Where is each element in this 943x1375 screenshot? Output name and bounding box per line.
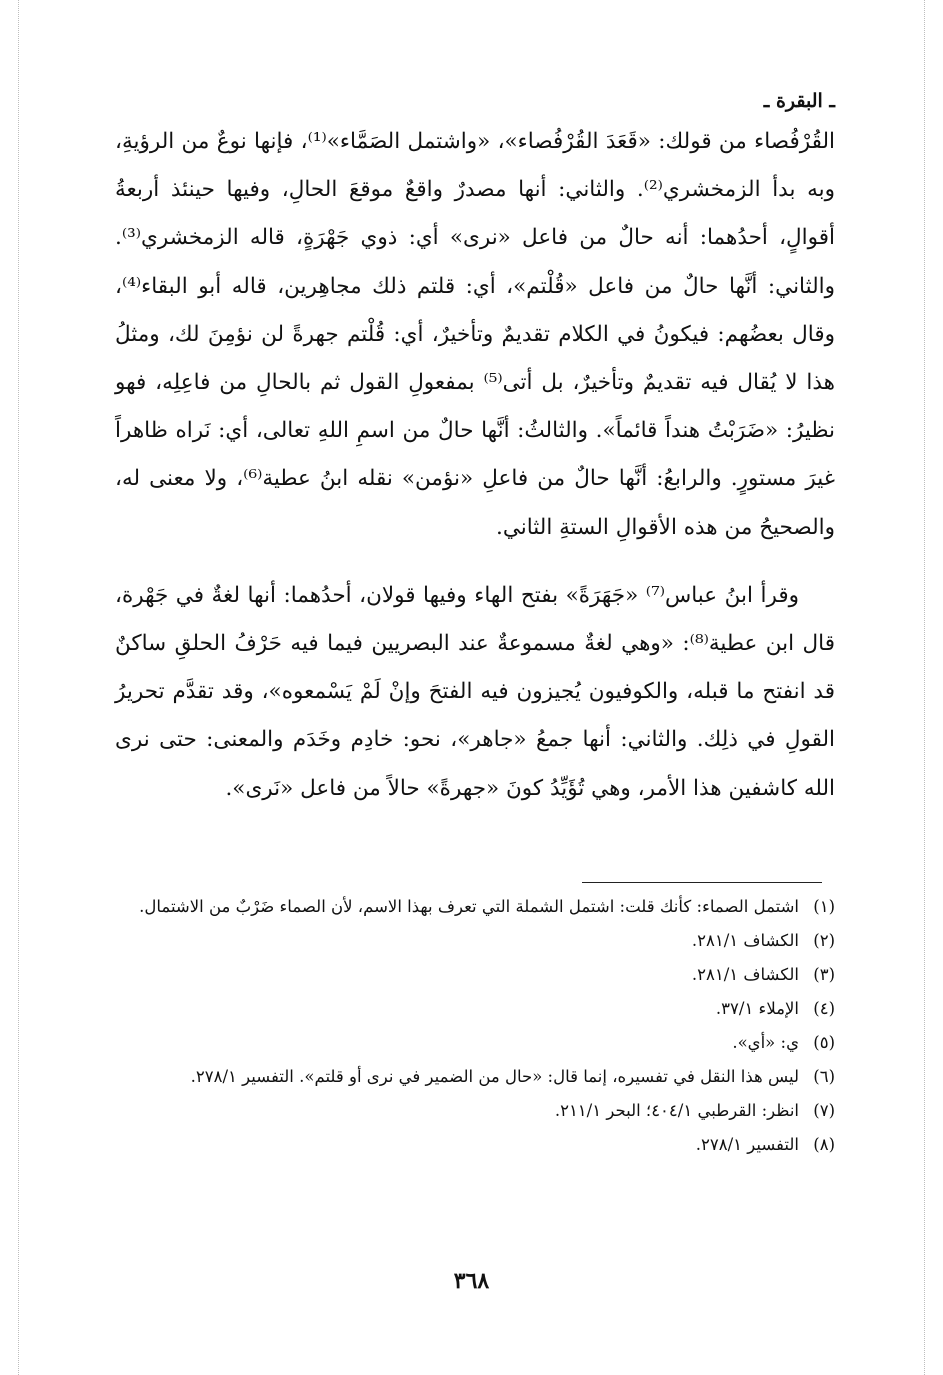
footnote-number: (١) [813,897,835,916]
footnote-number: (٢) [813,931,835,950]
footnote-item [115,992,835,1026]
footnote-text: الكشاف ٢٨١/١. [691,965,799,984]
left-margin-line [18,0,19,1375]
footnote-number: (٤) [813,999,835,1018]
paragraph-2: وقرأ ابنُ عباس⁽⁷⁾ «جَهَرَةً» بفتح الهاء وفيها قولان، أحدُهما: أنها لغةٌ في جَهْرة، قال ابن عطية⁽⁸⁾: «وهي لغةٌ مسموعةٌ عند البصريين فيما فيه حَرْفُ الحلقِ ساكنٌ قد انفتح ما قبله، والكوفيون يُجيزون فيه الفتحَ وإنْ لَمْ يَسْمعوه»، وقد تقدَّم تحريرُ القولِ في ذلِك. والثاني: أنها جمعُ «جاهر»، نحو: خادِم وخَدَم والمعنى: حتى نرى الله كاشفين هذا الأمر، وهي تُؤَيِّدُ كونَ «جهرةً» حالاً من فاعل «نَرى». [115,582,835,801]
paragraph-1: القُرْفُصاء من قولك: «قَعَدَ القُرْفُصاء»، «واشتمل الصَمَّاء»⁽¹⁾، فإنها نوعٌ من الرؤيةِ، وبه بدأ الزمخشري⁽²⁾. والثاني: أنها مصدرٌ واقعٌ موقعَ الحالِ، وفيها حينئذ أربعةُ أقوالٍ، أحدُهما: أنه حالٌ من فاعل «نرى» أي: ذوي جَهْرَةٍ، قاله الزمخشري⁽³⁾. والثاني: أنَّها حالٌ من فاعل «قُلْتم»، أي: قلتم ذلك مجاهِرين، قاله أبو البقاء⁽⁴⁾، وقال بعضُهم: فيكونُ في الكلام تقديمٌ وتأخيرٌ، أي: قُلْتم جهرةً لن نؤمِنَ لك، ومثلُ هذا لا يُقال فيه تقديمٌ وتأخيرٌ، بل أتى⁽⁵⁾ بمفعولِ القول ثم بالحالِ من فاعِلِه، فهو نظيرُ: «ضَرَبْتُ هنداً قائماً». والثالثُ: أنَّها حالٌ من اسمِ اللهِ تعالى، أي: نَراه ظاهراً غيرَ مستورٍ. والرابعُ: أنَّها حالٌ من فاعلِ «نؤمن» نقله ابنُ عطية⁽⁶⁾، ولا معنى له، والصحيحُ من هذه الأقوالِ الستةِ الثاني. [115,129,835,540]
footnote-item [115,1128,835,1162]
footnote-number: (٨) [813,1135,835,1154]
right-margin-line [924,0,925,1375]
footnote-text: اشتمل الصماء: كأنك قلت: اشتمل الشملة التي تعرف بهذا الاسم، لأن الصماء ضَرْبٌ من الاشتمال. [139,897,799,916]
footnotes [115,890,835,1162]
footnote-text: الكشاف ٢٨١/١. [691,931,799,950]
footnote-text: ي: «أي». [732,1033,799,1052]
footnote-number: (٦) [813,1067,835,1086]
footnote-item [115,1026,835,1060]
footnote-number: (٥) [813,1033,835,1052]
footnote-text: التفسير ٢٧٨/١. [695,1135,799,1154]
footnote-text: انظر: القرطبي ٤٠٤/١؛ البحر ٢١١/١. [554,1101,799,1120]
footnote-item [115,1060,835,1094]
footnote-item [115,924,835,958]
footnote-item [115,958,835,992]
footnote-text: ليس هذا النقل في تفسيره، إنما قال: «حال من الضمير في نرى أو قلتم». التفسير ٢٧٨/١. [190,1067,799,1086]
footnote-item [115,1094,835,1128]
running-header: ـ البقرة ـ [763,90,835,112]
footnote-number: (٧) [813,1101,835,1120]
page-number: ٣٦٨ [453,1268,490,1294]
footnote-separator [582,882,822,883]
footnote-text: الإملاء ٣٧/١. [715,999,799,1018]
footnote-item [115,890,835,924]
footnote-number: (٣) [813,965,835,984]
main-text [115,118,835,813]
